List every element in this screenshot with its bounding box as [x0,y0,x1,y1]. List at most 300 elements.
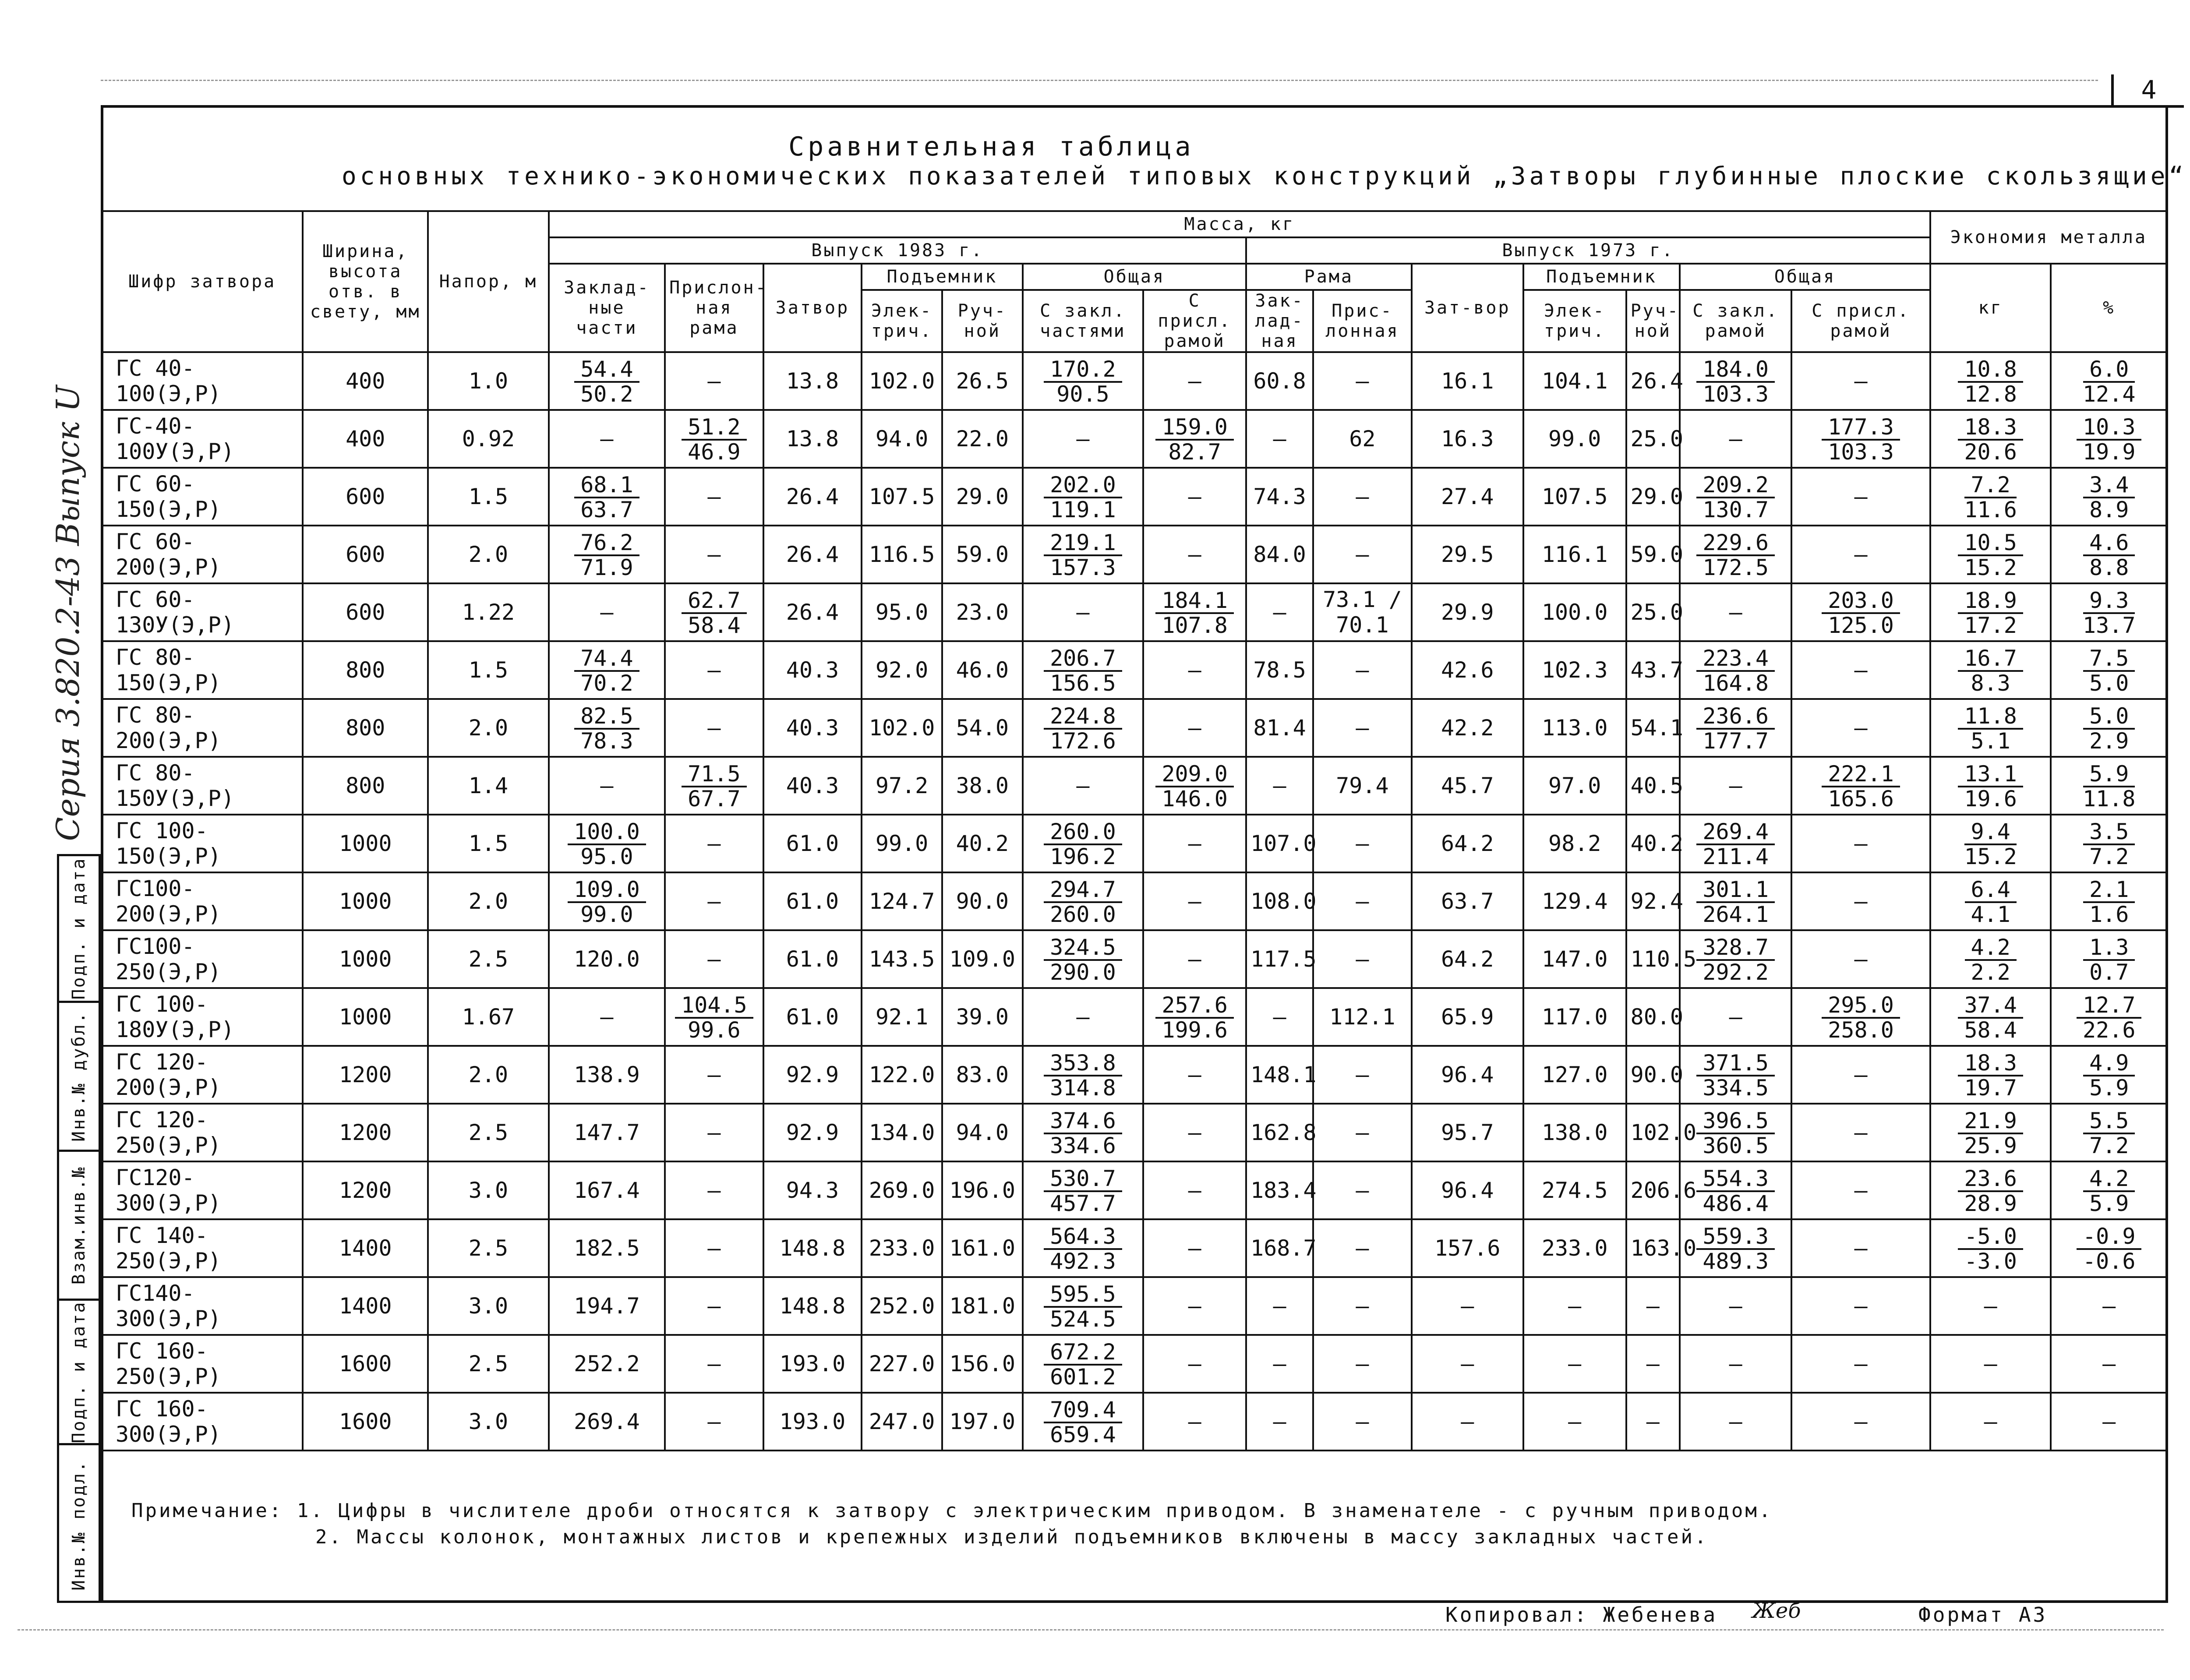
fraction [2083,1052,2135,1099]
fraction [1822,762,1900,810]
cell-pct [2051,757,2167,815]
cell-t-emb [1023,1335,1144,1393]
cell-width: 1600 [303,1393,428,1451]
cell-man: 109.0 [942,930,1023,988]
cell-t73-prs: — [1791,872,1930,930]
numerator: 4.9 [2083,1052,2135,1076]
col-kg: кг [1930,264,2051,352]
cell-el73: 104.1 [1523,352,1626,410]
fraction [1155,762,1234,810]
fraction [1696,820,1775,868]
cell-head: 1.0 [428,352,549,410]
numerator: 709.4 [1044,1398,1122,1423]
cell-el: 99.0 [862,815,942,872]
cell-fr-emb: — [1246,1335,1313,1393]
denominator: 20.6 [1964,439,2017,465]
cell-prs: — [665,526,763,583]
cell-fr-emb: 84.0 [1246,526,1313,583]
col-manual-1973: Руч-ной [1626,290,1680,352]
numerator: 54.4 [574,358,639,383]
cell-head: 2.0 [428,699,549,757]
denominator: 334.5 [1703,1075,1769,1101]
fraction [1044,1109,1122,1157]
cell-prs: — [665,930,763,988]
fraction [1965,936,2017,984]
col-with-pressed: С присл. рамой [1143,290,1246,352]
cell-emb: 252.2 [549,1335,665,1393]
cell-pct [2051,1046,2167,1104]
cell-emb: 194.7 [549,1277,665,1335]
stamp-cell-5: Инв.№ подл. [59,1443,99,1605]
cell-pct [2051,699,2167,757]
cell-fr-emb: — [1246,988,1313,1046]
cell-fr-prs: — [1313,641,1412,699]
stamp-cell-4: Подп. и дата [59,1299,99,1443]
table-row [102,1335,2167,1393]
cell-t-emb [1023,1277,1144,1335]
note-1: Примечание: 1. Цифры в числителе дроби относятся к затвору с электрическим приводом. В знаменателе - с ручным приводом. [131,1500,1773,1522]
cell-prs: — [665,815,763,872]
numerator: 5.0 [2083,705,2135,730]
cell-head: 1.67 [428,988,549,1046]
fraction [1044,1052,1122,1099]
cell-t73-emb [1680,352,1791,410]
numerator: 229.6 [1696,531,1775,556]
cell-gate: 26.4 [763,468,862,526]
cell-t-emb: — [1023,988,1144,1046]
cell-man: 59.0 [942,526,1023,583]
col-gate: Затвор [763,264,862,352]
numerator: 16.7 [1958,647,2023,672]
fraction [2077,994,2141,1041]
numerator: 6.4 [1965,878,2017,903]
cell-t-emb [1023,1161,1144,1219]
table-row [102,1161,2167,1219]
numerator: 12.7 [2077,994,2141,1019]
col-frame-pressed: Прис-лонная [1313,290,1412,352]
notes [131,1498,2146,1550]
col-width: Ширина, высота отв. в свету, мм [303,211,428,352]
fraction [1155,416,1234,463]
cell-t-emb: — [1023,757,1144,815]
cell-el73: 274.5 [1523,1161,1626,1219]
numerator: 295.0 [1822,994,1900,1019]
denominator: 7.2 [2089,844,2129,869]
cell-fr-emb: 78.5 [1246,641,1313,699]
denominator: -3.0 [1964,1248,2017,1274]
cell-head: 1.5 [428,815,549,872]
cell-t-emb [1023,930,1144,988]
cell-t-prs: — [1143,468,1246,526]
cell-el: 252.0 [862,1277,942,1335]
cell-man73: — [1626,1277,1680,1335]
cell-head: 2.0 [428,872,549,930]
cell-t73-prs: — [1791,468,1930,526]
cell-t73-prs: — [1791,1393,1930,1451]
denominator: 19.9 [2083,439,2136,465]
cell-prs [665,757,763,815]
cell-prs: — [665,1393,763,1451]
numerator: 6.0 [2083,358,2135,383]
cell-pct: — [2051,1393,2167,1451]
cell-width: 1000 [303,930,428,988]
fraction [1822,416,1900,463]
cell-gate: 40.3 [763,757,862,815]
denominator: 95.0 [580,844,633,869]
fraction [1044,1341,1122,1388]
numerator: 4.2 [1965,936,2017,961]
numerator: 3.5 [2083,820,2135,845]
cell-t73-emb: — [1680,757,1791,815]
numerator: 23.6 [1958,1167,2023,1192]
denominator: 119.1 [1050,497,1116,522]
denominator: 13.7 [2083,612,2136,638]
fraction [2083,473,2135,521]
cell-t-prs: — [1143,1161,1246,1219]
col-gate-1973: Зат-вор [1412,264,1523,352]
cell-emb [549,468,665,526]
denominator: 146.0 [1162,786,1228,812]
denominator: 156.5 [1050,670,1116,696]
cell-man73: 43.7 [1626,641,1680,699]
numerator: 7.2 [1964,473,2016,498]
cell-man: 90.0 [942,872,1023,930]
cell-fr-emb: 81.4 [1246,699,1313,757]
denominator: 8.9 [2089,497,2129,522]
cell-kg [1930,641,2051,699]
fraction [1958,416,2023,463]
fraction [574,473,639,521]
cell-el73: — [1523,1393,1626,1451]
cell-code: ГС 120-250(Э,Р) [102,1104,303,1161]
cell-head: 1.5 [428,641,549,699]
cell-gate: 92.9 [763,1104,862,1161]
sheet-number: 4 [2111,74,2184,108]
cell-t73-emb: — [1680,1277,1791,1335]
cell-man73: 102.0 [1626,1104,1680,1161]
cell-t73-prs: — [1791,352,1930,410]
cell-gate: 148.8 [763,1219,862,1277]
denominator: 5.9 [2089,1075,2129,1101]
cell-el73: 98.2 [1523,815,1626,872]
numerator: 396.5 [1696,1109,1775,1134]
cell-t73-prs [1791,988,1930,1046]
fraction [2083,878,2135,926]
cell-gate73: 27.4 [1412,468,1523,526]
fraction [1044,1398,1122,1446]
cell-man: 29.0 [942,468,1023,526]
col-economy: Экономия металла [1930,211,2167,264]
cell-head: 1.4 [428,757,549,815]
col-lifter: Подъемник [862,264,1022,290]
cell-t73-emb [1680,1219,1791,1277]
numerator: 10.8 [1958,358,2023,383]
cell-el73: — [1523,1277,1626,1335]
cell-pct [2051,1161,2167,1219]
cell-gate73: 64.2 [1412,815,1523,872]
denominator: 130.7 [1703,497,1769,522]
fraction [1958,1225,2023,1273]
col-pressed-frame: Прислон-ная рама [665,264,763,352]
fraction [1696,473,1775,521]
fraction [1958,358,2023,406]
cell-t73-emb [1680,1046,1791,1104]
cell-prs [665,583,763,641]
numerator: 4.6 [2083,531,2135,556]
cell-t-prs: — [1143,699,1246,757]
col-frame-embedded: Зак-лад-ная [1246,290,1313,352]
stamp-cell-2: Инв.№ дубл. [59,1001,99,1150]
cell-fr-emb: 74.3 [1246,468,1313,526]
numerator: 177.3 [1822,416,1900,441]
numerator: 13.1 [1958,762,2023,787]
cell-gate73: 96.4 [1412,1046,1523,1104]
fraction [2083,589,2135,637]
denominator: 2.9 [2089,728,2129,754]
fraction [1696,1109,1775,1157]
cell-gate73: 64.2 [1412,930,1523,988]
denominator: 524.5 [1050,1306,1116,1332]
col-pct: % [2051,264,2167,352]
cell-code: ГС100-200(Э,Р) [102,872,303,930]
cell-el: 269.0 [862,1161,942,1219]
cell-code: ГС 80-200(Э,Р) [102,699,303,757]
denominator: 5.9 [2089,1190,2129,1216]
cell-t-prs: — [1143,526,1246,583]
cell-head: 1.22 [428,583,549,641]
cell-fr-prs: — [1313,1335,1412,1393]
fraction [1822,994,1900,1041]
cell-man: 40.2 [942,815,1023,872]
cell-code: ГС140-300(Э,Р) [102,1277,303,1335]
cell-head: 0.92 [428,410,549,468]
denominator: 0.7 [2089,959,2129,985]
cell-width: 1600 [303,1335,428,1393]
cell-man: 39.0 [942,988,1023,1046]
numerator: 71.5 [682,762,746,787]
cell-gate73: 29.9 [1412,583,1523,641]
cell-t-prs: — [1143,1104,1246,1161]
denominator: 177.7 [1703,728,1769,754]
fraction [2083,358,2135,406]
table-row [102,1277,2167,1335]
fraction [2083,647,2135,695]
cell-man73: — [1626,1335,1680,1393]
cell-man: 23.0 [942,583,1023,641]
cell-el: 116.5 [862,526,942,583]
fraction [1958,1167,2023,1215]
cell-fr-emb: 162.8 [1246,1104,1313,1161]
numerator: 224.8 [1044,705,1122,730]
cell-kg [1930,872,2051,930]
cell-fr-prs: 79.4 [1313,757,1412,815]
cell-man: 161.0 [942,1219,1023,1277]
cell-t-emb [1023,699,1144,757]
cell-gate: 92.9 [763,1046,862,1104]
cell-man73: 163.0 [1626,1219,1680,1277]
numerator: 554.3 [1696,1167,1775,1192]
cell-prs: — [665,1104,763,1161]
cell-emb [549,526,665,583]
cell-t73-prs: — [1791,1219,1930,1277]
cell-t-prs [1143,583,1246,641]
cell-el73: 138.0 [1523,1104,1626,1161]
cell-gate: 61.0 [763,872,862,930]
col-frame: Рама [1246,264,1412,290]
cell-el: 247.0 [862,1393,942,1451]
cell-gate: 13.8 [763,410,862,468]
cell-t-prs [1143,757,1246,815]
cell-emb: 167.4 [549,1161,665,1219]
fraction [2083,762,2135,810]
numerator: 223.4 [1696,647,1775,672]
cell-t-emb [1023,1046,1144,1104]
cell-gate73: 16.1 [1412,352,1523,410]
cell-man73: 40.5 [1626,757,1680,815]
cell-pct [2051,988,2167,1046]
denominator: 82.7 [1168,439,1221,465]
cell-kg [1930,1104,2051,1161]
cell-emb [549,815,665,872]
cell-man73: 59.0 [1626,526,1680,583]
cell-code: ГС 160-300(Э,Р) [102,1393,303,1451]
cell-prs: — [665,1046,763,1104]
cell-t73-emb [1680,815,1791,872]
denominator: 63.7 [580,497,633,522]
col-total-1973: Общая [1680,264,1930,290]
cell-el73: 129.4 [1523,872,1626,930]
cell-man: 22.0 [942,410,1023,468]
denominator: 99.0 [580,901,633,927]
bottom-trim-line [18,1629,2164,1631]
cell-man: 46.0 [942,641,1023,699]
cell-man: 196.0 [942,1161,1023,1219]
denominator: 17.2 [1964,612,2017,638]
cell-fr-emb: 117.5 [1246,930,1313,988]
cell-el: 102.0 [862,699,942,757]
denominator: 19.7 [1964,1075,2017,1101]
numerator: 209.0 [1155,762,1234,787]
fraction [1958,1109,2023,1157]
cell-t73-prs: — [1791,1046,1930,1104]
cell-el73: 102.3 [1523,641,1626,699]
cell-fr-prs: — [1313,1219,1412,1277]
fraction [2083,820,2135,868]
denominator: 99.6 [688,1017,741,1043]
cell-t73-emb: — [1680,583,1791,641]
fraction [682,416,746,463]
numerator: 324.5 [1044,936,1122,961]
fraction [1696,531,1775,579]
cell-kg: — [1930,1335,2051,1393]
cell-t73-emb: — [1680,1393,1791,1451]
table-row [102,583,2167,641]
cell-el73: 147.0 [1523,930,1626,988]
cell-el73: 233.0 [1523,1219,1626,1277]
cell-emb: — [549,757,665,815]
cell-man: 54.0 [942,699,1023,757]
cell-t-prs [1143,988,1246,1046]
cell-t-emb [1023,468,1144,526]
numerator: 374.6 [1044,1109,1122,1134]
cell-fr-emb: 60.8 [1246,352,1313,410]
cell-el: 233.0 [862,1219,942,1277]
fraction [1964,473,2017,521]
cell-man73: 25.0 [1626,583,1680,641]
denominator: 8.8 [2089,554,2129,580]
cell-head: 3.0 [428,1277,549,1335]
denominator: 12.4 [2083,381,2136,407]
cell-kg [1930,1219,2051,1277]
cell-el: 124.7 [862,872,942,930]
cell-t-prs: — [1143,1219,1246,1277]
cell-pct [2051,468,2167,526]
denominator: 211.4 [1703,844,1769,869]
cell-code: ГС100-250(Э,Р) [102,930,303,988]
cell-gate73: 45.7 [1412,757,1523,815]
cell-head: 2.5 [428,1104,549,1161]
cell-code: ГС 140-250(Э,Р) [102,1219,303,1277]
cell-gate: 40.3 [763,641,862,699]
cell-man: 156.0 [942,1335,1023,1393]
table-row [102,526,2167,583]
fraction [682,762,746,810]
cell-man73: 110.5 [1626,930,1680,988]
denominator: 71.9 [580,554,633,580]
table-row [102,1046,2167,1104]
numerator: 7.5 [2083,647,2135,672]
cell-man73: 40.2 [1626,815,1680,872]
denominator: 11.6 [1964,497,2017,522]
cell-pct [2051,410,2167,468]
fraction [1044,878,1122,926]
cell-t73-prs: — [1791,1277,1930,1335]
col-head: Напор, м [428,211,549,352]
fraction [682,589,746,637]
numerator: 76.2 [574,531,639,556]
denominator: 103.3 [1828,439,1894,465]
signature: Жеб [1752,1599,1801,1623]
cell-t73-emb: — [1680,1335,1791,1393]
numerator: 170.2 [1044,358,1122,383]
cell-t73-prs: — [1791,1161,1930,1219]
cell-fr-emb: 183.4 [1246,1161,1313,1219]
cell-t-prs: — [1143,1277,1246,1335]
cell-t-prs: — [1143,930,1246,988]
cell-t73-prs [1791,410,1930,468]
cell-t73-emb [1680,699,1791,757]
cell-emb: 138.9 [549,1046,665,1104]
cell-gate: 61.0 [763,988,862,1046]
fraction [1155,589,1234,637]
denominator: -0.6 [2083,1248,2136,1274]
numerator: 257.6 [1155,994,1234,1019]
numerator: 595.5 [1044,1283,1122,1308]
denominator: 67.7 [688,786,741,812]
denominator: 46.9 [688,439,741,465]
denominator: 314.8 [1050,1075,1116,1101]
denominator: 50.2 [580,381,633,407]
numerator: 371.5 [1696,1052,1775,1076]
cell-t73-prs [1791,583,1930,641]
cell-fr-emb: — [1246,1393,1313,1451]
fraction [1696,647,1775,695]
cell-t73-emb [1680,1161,1791,1219]
cell-width: 1400 [303,1277,428,1335]
cell-el: 102.0 [862,352,942,410]
cell-fr-emb: — [1246,1277,1313,1335]
denominator: 165.6 [1828,786,1894,812]
